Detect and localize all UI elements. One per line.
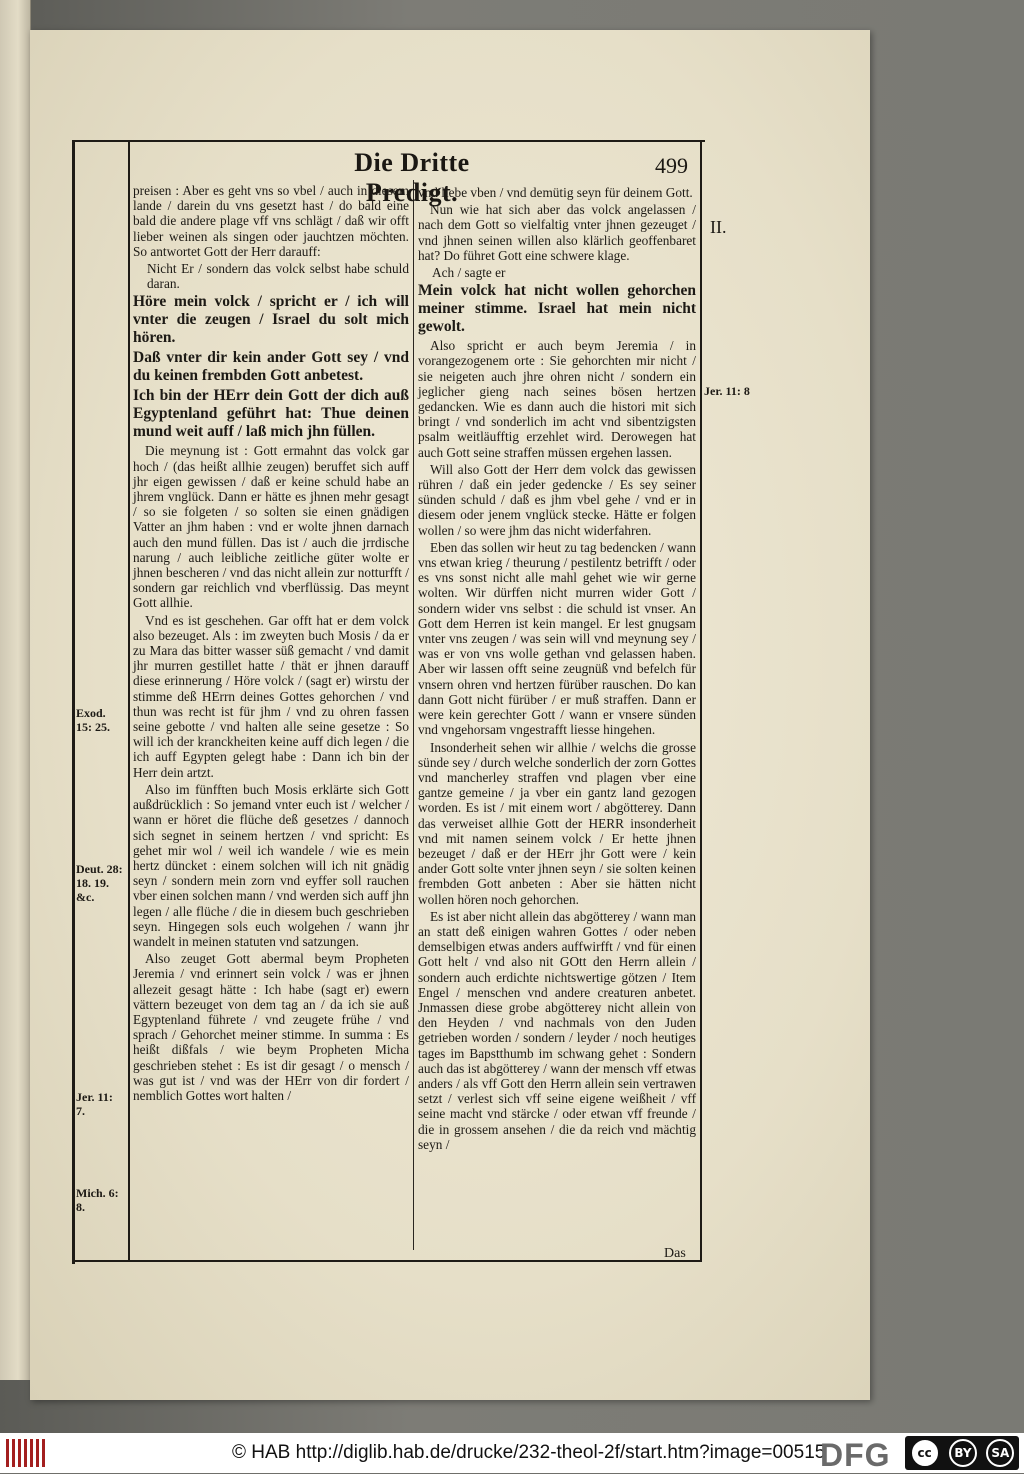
cc-license-badge[interactable] xyxy=(905,1436,1019,1470)
left-text-column xyxy=(133,183,409,1105)
page-number: 499 xyxy=(655,153,688,178)
scripture-quote: Ich bin der HErr dein Gott der dich auß Egyptenland geführt hat: Thue deinen mund weit auff / laß mich jhn füllen. xyxy=(133,387,409,441)
paragraph: Vnd es ist geschehen. Gar offt hat er dem volck also bezeuget. Als : im zweyten buch Mosis / da er zu Mara das bitter wasser süß gemacht / vnd damit jhr murren gestillet hatte / thät er jhnen darauff diese erinnerung / Höre volck / (sagt er) wirstu der stimme deß HErrn deines Gottes gehorchen / vnd thun was recht ist für jhm / vnd zu ohren fassen seine gebotte / vnd halten alle seine gesetze : So will ich der kranckheiten keine auff dich legen / die ich auff Egypten gelegt habe : Dann ich bin der Herr dein artzt. xyxy=(133,612,409,780)
frame-bottom-rule xyxy=(72,1260,702,1262)
section-numeral: II. xyxy=(710,217,727,237)
margin-note: Exod. 15: 25. xyxy=(76,706,110,734)
running-title: Die Dritte Predigt. xyxy=(354,148,470,207)
right-text-column xyxy=(418,185,696,1154)
paragraph: Die meynung ist : Gott ermahnt das volck gar hoch / (das heißt allhie zeugen) beruffet sich auff jhr eigen gewissen / daß er keine schuld habe an jhrem vnglück. Dann er hätte es jhnen mehr gesagt / so sie folgeten / so solten sie einen gnädigen Vatter an jhm haben : vnd er wolte jhnen darnach auch den mund füllen. Das ist / auch die jrrdische narung / auch leibliche zeitliche güter wolte er jhnen bescheren / vnd das nicht allein zur notturfft / sondern gar reichlich vnd vberflüssig. Das meynt Gott allhie. xyxy=(133,443,409,611)
margin-note: Mich. 6: 8. xyxy=(76,1186,119,1214)
scripture-quote: Mein volck hat nicht wollen gehorchen meiner stimme. Israel hat mein nicht gewolt. xyxy=(418,282,696,336)
paragraph: Insonderheit sehen wir allhie / welchs die grosse sünde sey / durch welche sonderlich der zorn Gottes vnd mancherley straffen vnd plagen vber eine gantze gemeine / ja vber ein gantz land gezogen worden. Es ist / mit einem wort / abgötterey. Dann das verweiset allhie Gott der HERR insonderheit vnd mit namen seinem volck / Er hette jhnen bezeuget / daß er der HErr jhr Gott were / kein ander Gott solte vnter jhnen seyn / sie solten keinen frembden Gott anbeten : Aber sie hätten nicht wollen hören noch gehorchen. xyxy=(418,739,696,907)
source-link[interactable]: © HAB http://diglib.hab.de/drucke/232-theol-2f/start.htm?image=00515 xyxy=(232,1442,826,1463)
margin-note: Deut. 28: 18. 19. &c. xyxy=(76,862,123,904)
margin-rule xyxy=(128,140,130,1262)
paragraph: Es ist aber nicht allein das abgötterey / wann man an statt deß einigen wahren Gottes / oder neben demselbigen etwas anders auffwirfft / vnd für einen Gott helt / vnd also nit GOtt den Herrn allein / sondern auch erdichte nichtswertige götzen / Item Engel / menschen vnd andere creaturen anbetet. Jnmassen diese grobe abgötterey nicht allein von den Heyden / vnd nachmals von den Juden getrieben worden / sondern / leyder / noch heutiges tages im Bapstthumb im schwang gehet : Sondern auch das ist abgötterey / wann der mensch vff etwas anders / als vff Gott den Herrn allein sein vertrawen setzt / verlest sich vff seine eigene weißheit / vff seine macht vnd stärcke / oder etwan vff freunde / die in grossem ansehen / die da reich vnd mächtig seyn / xyxy=(418,908,696,1152)
by-icon: BY xyxy=(949,1439,977,1467)
dfg-logo: DFG xyxy=(820,1437,891,1473)
paragraph: preisen : Aber es geht vns so vbel / auch in diesem lande / darein du vns gesetzt hast / do bald eine bald die andere plage vff vns schlägt / daß wir offt lieber weinen als singen oder jauchtzen möchten. So antwortet Gott der Herr darauff: xyxy=(133,183,409,259)
paragraph: Nun wie hat sich aber das volck angelassen / nach dem Gott so vielfaltig vnter jhnen gezeuget / vnd jhnen seinen willen also klärlich geoffenbaret hat? Do führet Gott eine schwere klage. xyxy=(418,202,696,263)
sa-icon: SA xyxy=(986,1439,1014,1467)
paragraph: Nicht Er / sondern das volck selbst habe schuld daran. xyxy=(147,261,409,292)
paragraph: Eben das sollen wir heut zu tag bedencken / wann vns etwan krieg / theurung / pestilentz betrifft / oder es vns sonst nicht alle mahl gehet wie wir gerne wolten. Wir dürffen nicht murren wider Gott / sondern wider vns selbst : die schuld ist vnser. An Gott dem Herren ist kein mangel. Er lest gnugsam vnter vns zeugen / was sein will vnd meynung sey / was er von vns wolle gethan vnd gelassen haben. Aber wir lassen offt seine zeugnüß vnd befelch für vnsern ohren vnd hertzen fürüber rauschen. Do kan dann Gott nicht fürüber / er muß straffen. Dann er were kein gerechter Gott / wann er vnsere sünden vnd vngehorsam vngestrafft liesse hingehen. xyxy=(418,539,696,738)
paragraph: Also im fünfften buch Mosis erklärte sich Gott außdrücklich : So jemand vnter euch ist / welcher / wann er höret die flüche deß gesetzes / dannoch sich segnet in seinem hertzen / vnd spricht: Es gehet mir wol / weil ich wandele / wie es mein hertz düncket : einem solchen will ich nit gnädig seyn / sondern mein zorn vnd eyffer soll rauchen vber einen solchen mann / vnd werden sich auff jhn legen / alle flüche / die in diesem buch geschrieben seyn. Hingegen sols euch wolgehen / wann jhr wandelt in meinen statuten vnd satzungen. xyxy=(133,781,409,949)
frame-right-rule xyxy=(700,140,702,1262)
margin-note: Jer. 11: 8 xyxy=(704,384,750,398)
viewer-footer xyxy=(0,1433,1024,1473)
paragraph: Ach / sagte er xyxy=(432,265,506,281)
catchword: Das xyxy=(664,1246,686,1261)
cc-icon: cc xyxy=(910,1438,940,1468)
margin-note: Jer. 11: 7. xyxy=(76,1090,113,1118)
paragraph: Also zeuget Gott abermal beym Propheten Jeremia / vnd erinnert sein volck / was er jhnen allezeit gesagt hätte : Ich habe (sagt er) ewern vättern bezeuget von dem tag an / da ich sie auß Egyptenland führete / vnd zeugete frühe / vnd sprach / Gehorchet meiner stimme. In summa : Es heißt dißfals / wie beym Propheten Micha geschrieben stehet : Es ist dir gesagt / o mensch / was gut ist / vnd was der HErr von dir fordert / nemblich Gottes wort halten / xyxy=(133,951,409,1103)
scripture-quote: Höre mein volck / spricht er / ich will vnter die zeugen / Israel du solt mich hören. xyxy=(133,293,409,347)
paragraph: Also spricht er auch beym Jeremia / in vorangezogenem orte : Sie gehorchten mir nicht / sie neigeten auch jhre ohren nicht / sondern ein jeglicher gieng nach seines bösen hertzen gedancken. Wie es dann auch die histori mit sich bringt / vnd sonderlich im acht vnd sibentzigsten psalm weitläufftig erzehlet wird. Derowegen hat auch Gott seine straffen müssen ergehen lassen. xyxy=(418,338,696,460)
scripture-quote: Daß vnter dir kein ander Gott sey / vnd du keinen frembden Gott anbetest. xyxy=(133,349,409,385)
barcode-icon xyxy=(6,1439,45,1467)
facing-page-edge xyxy=(0,0,31,1380)
paragraph: Will also Gott der Herr dem volck das gewissen rühren / daß ein jeder gedencke / Es sey seiner sünden schuld / daß es jhm vbel gehe / vnd er in diesem oder jenem vnglück stecke. Hätte er folgen wollen / so were jhm das nicht widerfahren. xyxy=(418,461,696,538)
column-rule xyxy=(413,180,414,1250)
paragraph: vnd liebe vben / vnd demütig seyn für deinem Gott. xyxy=(418,185,693,200)
